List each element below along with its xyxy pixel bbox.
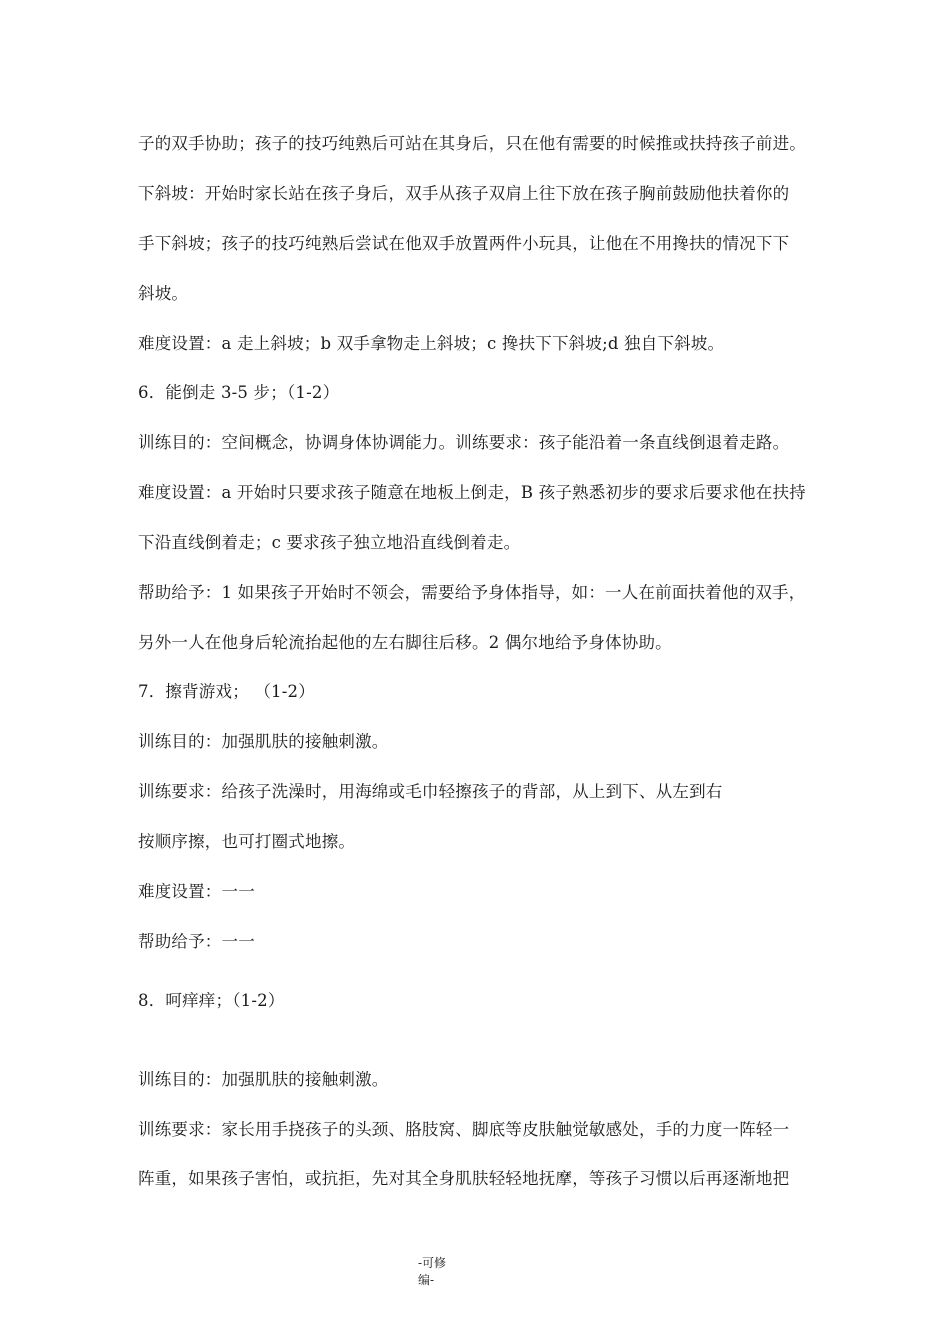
text-line: 阵重，如果孩子害怕，或抗拒，先对其全身肌肤轻轻地抚摩，等孩子习惯以后再逐渐地把	[138, 1169, 790, 1188]
text-line: 帮助给予：一一	[138, 932, 255, 951]
text-line: 子的双手协助；孩子的技巧纯熟后可站在其身后，只在他有需要的时候推或扶持孩子前进。	[138, 134, 806, 153]
text-line: 训练目的：加强肌肤的接触刺激。	[138, 1070, 389, 1089]
footer-line-1: -可修	[418, 1256, 447, 1270]
text-line: 训练目的：空间概念，协调身体协调能力。训练要求：孩子能沿着一条直线倒退着走路。	[138, 433, 790, 452]
text-line: 难度设置：a 走上斜坡；b 双手拿物走上斜坡；c 搀扶下下斜坡;d 独自下斜坡。	[138, 334, 725, 353]
text-line: 另外一人在他身后轮流抬起他的左右脚往后移。2 偶尔地给予身体协助。	[138, 633, 672, 652]
section-heading: 7．擦背游戏； （1-2）	[138, 682, 315, 701]
text-line: 难度设置：一一	[138, 882, 255, 901]
text-line: 训练目的：加强肌肤的接触刺激。	[138, 732, 389, 751]
text-line: 训练要求：家长用手挠孩子的头颈、胳肢窝、脚底等皮肤触觉敏感处，手的力度一阵轻一	[138, 1120, 790, 1139]
footer-line-2: 编-	[418, 1273, 435, 1287]
section-heading: 6．能倒走 3-5 步；（1-2）	[138, 383, 340, 402]
text-line: 按顺序擦，也可打圈式地擦。	[138, 832, 356, 851]
text-line: 手下斜坡；孩子的技巧纯熟后尝试在他双手放置两件小玩具，让他在不用搀扶的情况下下	[138, 234, 790, 253]
text-line: 下斜坡：开始时家长站在孩子身后，双手从孩子双肩上往下放在孩子胸前鼓励他扶着你的	[138, 184, 790, 203]
text-line: 斜坡。	[138, 284, 189, 303]
section-heading: 8．呵痒痒；（1-2）	[138, 991, 285, 1010]
text-line: 难度设置：a 开始时只要求孩子随意在地板上倒走，B 孩子熟悉初步的要求后要求他在扶持	[138, 483, 806, 502]
text-line: 帮助给予：1 如果孩子开始时不领会，需要给予身体指导，如：一人在前面扶着他的双手，	[138, 583, 806, 602]
text-line: 训练要求：给孩子洗澡时，用海绵或毛巾轻擦孩子的背部，从上到下、从左到右	[138, 782, 723, 801]
text-line: 下沿直线倒着走；c 要求孩子独立地沿直线倒着走。	[138, 533, 521, 552]
